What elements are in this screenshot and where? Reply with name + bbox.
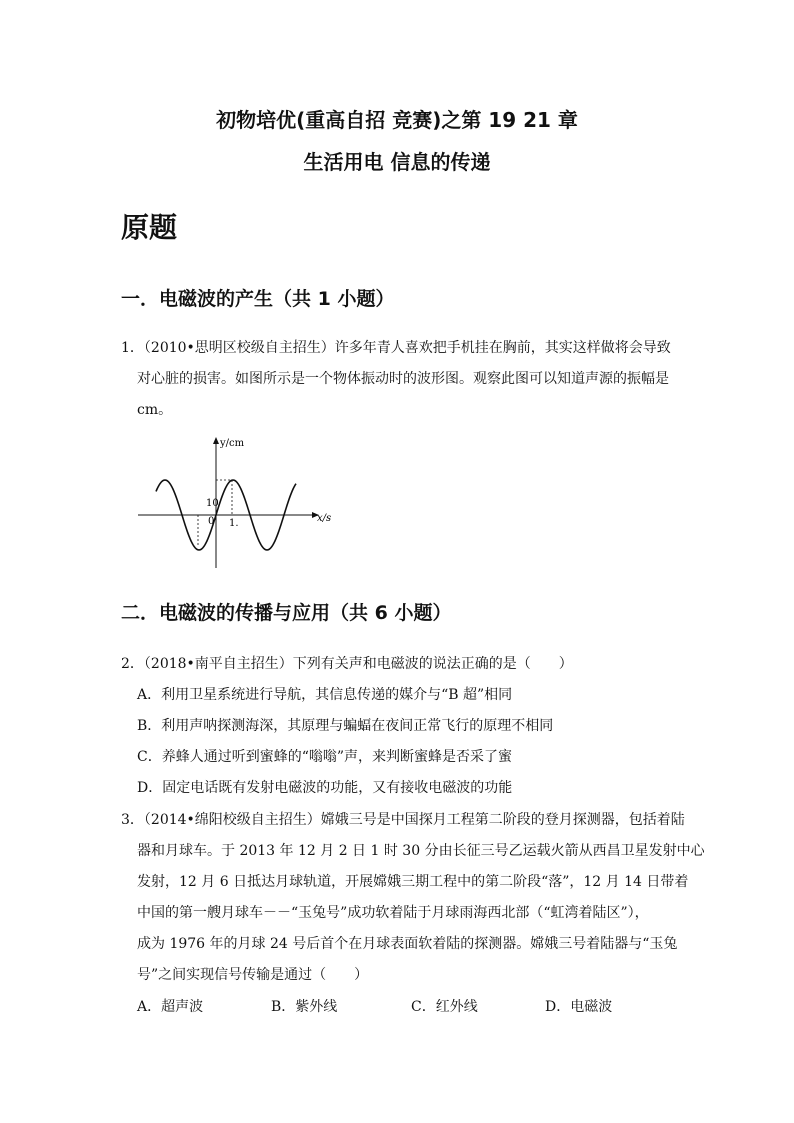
x-axis-label: x/s (317, 513, 332, 524)
document-title-line1: 初物培优(重高自招 竞赛)之第 19 21 章 (216, 108, 578, 132)
q2-option-b: B．利用声呐探测海深，其原理与蝙蝠在夜间正常飞行的原理不相同 (137, 718, 554, 734)
q2-option-d: D．固定电话既有发射电磁波的功能，又有接收电磁波的功能 (137, 780, 513, 796)
q3-option-d: D．电磁波 (545, 999, 613, 1015)
q3-option-c: C．红外线 (411, 999, 478, 1015)
q3-line-3: 发射，12 月 6 日抵达月球轨道，开展嫦娥三期工程中的第二阶段“落”，12 月 14 日带着 (137, 874, 689, 890)
q3-line-2: 器和月球车。于 2013 年 12 月 2 日 1 时 30 分由长征三号乙运载火箭从西昌卫星发射中心 (137, 843, 705, 859)
document-title-line2: 生活用电 信息的传递 (303, 150, 491, 174)
y-tick-label: 10 (206, 498, 219, 509)
q1-line-3: cm。 (137, 402, 173, 418)
q1-line-2: 对心脏的损害。如图所示是一个物体振动时的波形图。观察此图可以知道声源的振幅是 (137, 371, 669, 387)
section-title-2: 二．电磁波的传播与应用（共 6 小题） (121, 602, 452, 624)
section-title-1: 一．电磁波的产生（共 1 小题） (121, 288, 395, 310)
q3-line-5: 成为 1976 年的月球 24 号后首个在月球表面软着陆的探测器。嫦娥三号着陆器与“玉兔 (137, 936, 678, 952)
q3-line-1: 3．（2014•绵阳校级自主招生）嫦娥三号是中国探月工程第二阶段的登月探测器，包括着陆 (121, 812, 685, 828)
y-axis-arrow (213, 437, 219, 444)
q1-line-1: 1．（2010•思明区校级自主招生）许多年青人喜欢把手机挂在胸前，其实这样做将会导致 (121, 340, 671, 356)
q2-option-c: C．养蜂人通过听到蜜蜂的“嗡嗡”声，来判断蜜蜂是否采了蜜 (137, 749, 513, 765)
q2-stem: 2．（2018•南平自主招生）下列有关声和电磁波的说法正确的是（ ） (121, 656, 573, 672)
y-axis-label: y/cm (220, 438, 245, 449)
q3-line-6: 号”之间实现信号传输是通过（ ） (137, 967, 369, 983)
q3-line-4: 中国的第一艘月球车－－“玉兔号”成功软着陆于月球雨海西北部（“虹湾着陆区”）， (137, 905, 649, 921)
section-heading-original: 原题 (121, 211, 178, 244)
q3-option-b: B．紫外线 (271, 999, 338, 1015)
x-tick-label: 1. (229, 518, 239, 529)
wave-figure (130, 432, 340, 572)
origin-label: 0 (208, 516, 215, 527)
q2-option-a: A．利用卫星系统进行导航，其信息传递的媒介与“B 超”相同 (137, 687, 513, 703)
q3-option-a: A．超声波 (137, 999, 204, 1015)
